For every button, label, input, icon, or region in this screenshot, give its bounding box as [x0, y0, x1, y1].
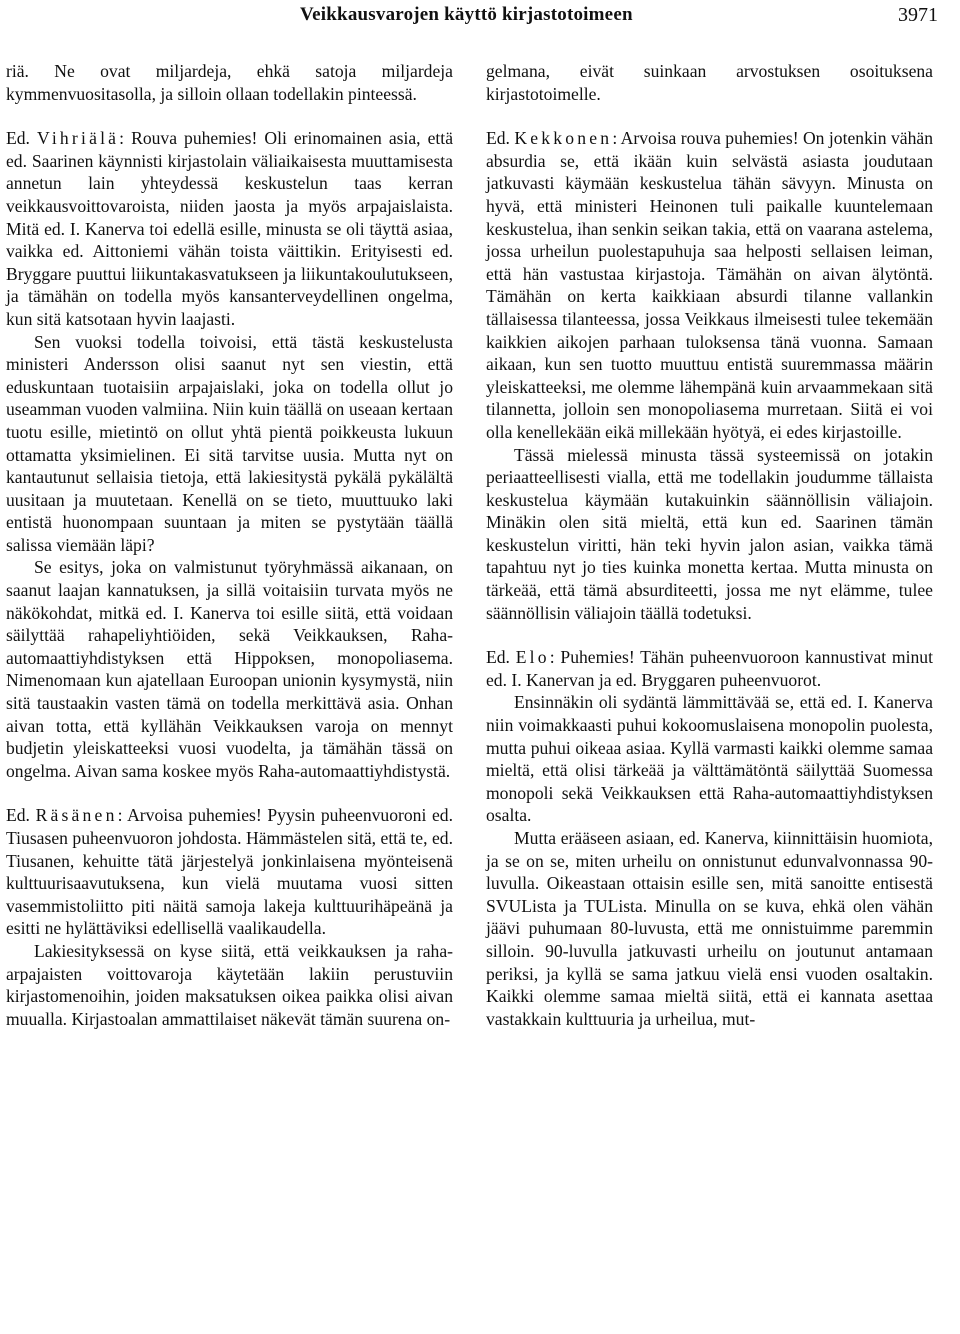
paragraph: Tässä mielessä minusta tässä systeemissä on jotakin periaatteellisesti vialla, että me todellakin joudumme tällaista keskustelua käymään kutakuinkin säännöllisin väliajoin. Minäkin olen sitä mieltä, että kun ed. Saarinen tämän keskustelun viritti, hän teki hyvin jalon asian, vaikka tämä tapahtuu nyt jo ties kuinka monetta kertaa. Mutta minusta on tärkeää, että tämä absurditeetti, jossa me nyt elämme, tulee säännöllisin väliajoin täällä todetuksi.: [486, 444, 933, 623]
running-title: Veikkausvarojen käyttö kirjastotoimeen: [300, 4, 633, 25]
speech-paragraph: [486, 127, 933, 443]
paragraph: Sen vuoksi todella toivoisi, että tästä keskustelusta ministeri Andersson olisi saanut nyt sen viestin, että eduskuntaan tuotaisiin arpajaislaki, joka on todella ollut jo useamman vuoden valmiina. Niin kuin täällä on useaan kertaan tuotu esille, mietintö on ollut yhtä pientä poikkeusta lukuun ottamatta yksimielinen. Ei sitä tarvitse uusia. Mutta nyt on kantautunut sellaisia tietoja, että lakiesitystä pykälä pykälältä uusitaan ja muutetaan. Kenellä on se tieto, muuttuuko laki entistä huonompaan suuntaan ja miten se pystytään täällä salissa viemään läpi?: [6, 331, 453, 555]
speech-text: : Rouva puhemies! Oli erinomainen asia, että ed. Saarinen käynnisti kirjastolain väliaikaisesta muuttamisesta annetun lain yhteydessä keskustelun taas kerran veikkausvoittovaroista, niiden jaosta ja myös arpajaislaista. Mitä ed. I. Kanerva toi edellä esille, minusta se oli täyttä asiaa, vaikka ed. Aittoniemi vähän toista väittikin. Erityisesti ed. Bryggare puuttui liikuntakasvatukseen ja liikuntakoulutukseen, ja tämähän on todella myös kansanterveydellinen ongelma, kun sitä katsotaan hyvin laajasti.: [6, 128, 453, 329]
paragraph: Lakiesityksessä on kyse siitä, että veikkauksen ja raha-arpajaisten voittovaroja käytetään lakiin perustuviin kirjastomenoihin, joiden maksatuksen oikea paikka olisi aivan muualla. Kirjastoalan ammattilaiset näkevät tämän suurena on-: [6, 940, 453, 1029]
right-column: [486, 60, 933, 1030]
speaker-prefix: Ed.: [486, 647, 510, 668]
speech-text: : Arvoisa rouva puhemies! On jotenkin vähän absurdia se, että ikään kuin selvästä asiasta joudutaan jatkuvasti käymään keskustelua tähän sävyyn. Minusta on hyvä, että ministeri Heinonen tuli paikalle kuuntelemaan keskustelua, ihan senkin seikan takia, että on vaarana astelema, jossa urheilun puolestapuhuja saa helposti sellaisen leiman, että hän vastustaa kirjastoja. Tämähän on aivan älytöntä. Tämähän on kerta kaikkiaan absurdi tilanne vallankin tällaisessa tilanteessa, jossa Veikkaus ilmeisesti tulee tekemään kaikkien aikojen parhaan tuloksensa tänä vuonna. Samaan aikaan, kun sen tuotto muuttuu entistä suuremmassa määrin yleiskatteeksi, me olemme lähempänä kuin arvaammekaan sitä tilannetta, jolloin sen monopoliasema murretaan. Siitä ei voi olla kenellekään eikä millekään hyötyä, ei edes kirjastoille.: [486, 128, 934, 442]
speech-paragraph: [6, 804, 453, 940]
speech-text: : Puhemies! Tähän puheenvuoroon kannustivat minut ed. I. Kanervan ja ed. Bryggaren puheenvuorot.: [486, 647, 933, 690]
speaker-name: Vihriälä: [36, 128, 120, 149]
left-column: [6, 60, 453, 1030]
paragraph: Se esitys, joka on valmistunut työryhmässä aikanaan, on saanut laajan kannatuksen, ja sillä voitaisiin turvata myös ne näkökohdat, mitkä ed. I. Kanerva toi esille siitä, että voidaan säilyttää rahapeliyhtiöiden, sekä Veikkauksen, Raha-automaattiyhdistyksen että Hippoksen, monopoliasema. Nimenomaan kun ajatellaan Euroopan unionin kysymystä, niin sitä taustaakin vasten tämä on todella merkittävä asia. Onhan aivan totta, että kyllähän Veikkauksen varoja on mennyt budjetin yleiskatteeksi vuosi vuodelta, ja tämähän tässä on ongelma. Aivan sama koskee myös Raha-automaattiyhdistystä.: [6, 557, 453, 781]
speaker-prefix: Ed.: [6, 805, 30, 826]
speaker-prefix: Ed.: [6, 128, 30, 149]
speech-text: : Arvoisa puhemies! Pyysin puheenvuoroni ed. Tiusasen puheenvuoron johdosta. Hämmästelen sitä, että te, ed. Tiusanen, kehuitte tätä järjestelyä jonkinlaisena myönteisenä kulttuurisaavutuksena, kun vielä muutama vuosi sitten vasemmistoliitto piti näitä samoja lakeja kulttuurihäpeänä ja esitti ne hylättäviksi edellisellä vaalikaudella.: [6, 805, 453, 939]
page-number: 3971: [898, 4, 938, 26]
paragraph: Ensinnäkin oli sydäntä lämmittävää se, että ed. I. Kanerva niin voimakkaasti puhui kokoomuslaisena monopolin puolesta, mutta puhui oikeaa asiaa. Kyllä varmasti kaikki olemme samaa mieltä, että olisi tärkeää ja välttämätöntä säilyttää Suomessa monopoli sekä Veikkauksen että Raha-automaattiyhdistyksen osalta.: [486, 692, 933, 826]
speaker-prefix: Ed.: [486, 128, 510, 149]
speech-paragraph: [6, 127, 453, 330]
page-header: [0, 4, 960, 30]
paragraph: Mutta erääseen asiaan, ed. Kanerva, kiinnittäisin huomiota, ja se on se, miten urheilu on onnistunut edunvalvonnassa 90-luvulla. Oikeastaan ottaisin esille sen, mitä sanoitte entisestä SVULista ja TULista. Minulla on se kuva, ehkä olen vähän jäävi puhumaan 80-luvusta, että me onnistuimme paremmin silloin. 90-luvulla jatkuvasti urheilu on joutunut antamaan periksi, ja kyllä se sama jatkuu vielä ensi vuoden osaltakin. Kaikki olemme samaa mieltä siitä, että ei kannata asettaa vastakkain kulttuuria ja urheilua, mut-: [486, 828, 933, 1029]
speaker-name: Elo: [515, 647, 550, 668]
speaker-name: Räsänen: [35, 805, 118, 826]
speech-paragraph: [486, 646, 933, 691]
speaker-name: Kekkonen: [514, 128, 613, 149]
paragraph: riä. Ne ovat miljardeja, ehkä satoja miljardeja kymmenvuositasolla, ja silloin ollaan todellakin pinteessä.: [6, 61, 453, 104]
paragraph: gelmana, eivät suinkaan arvostuksen osoituksena kirjastotoimelle.: [486, 61, 933, 104]
